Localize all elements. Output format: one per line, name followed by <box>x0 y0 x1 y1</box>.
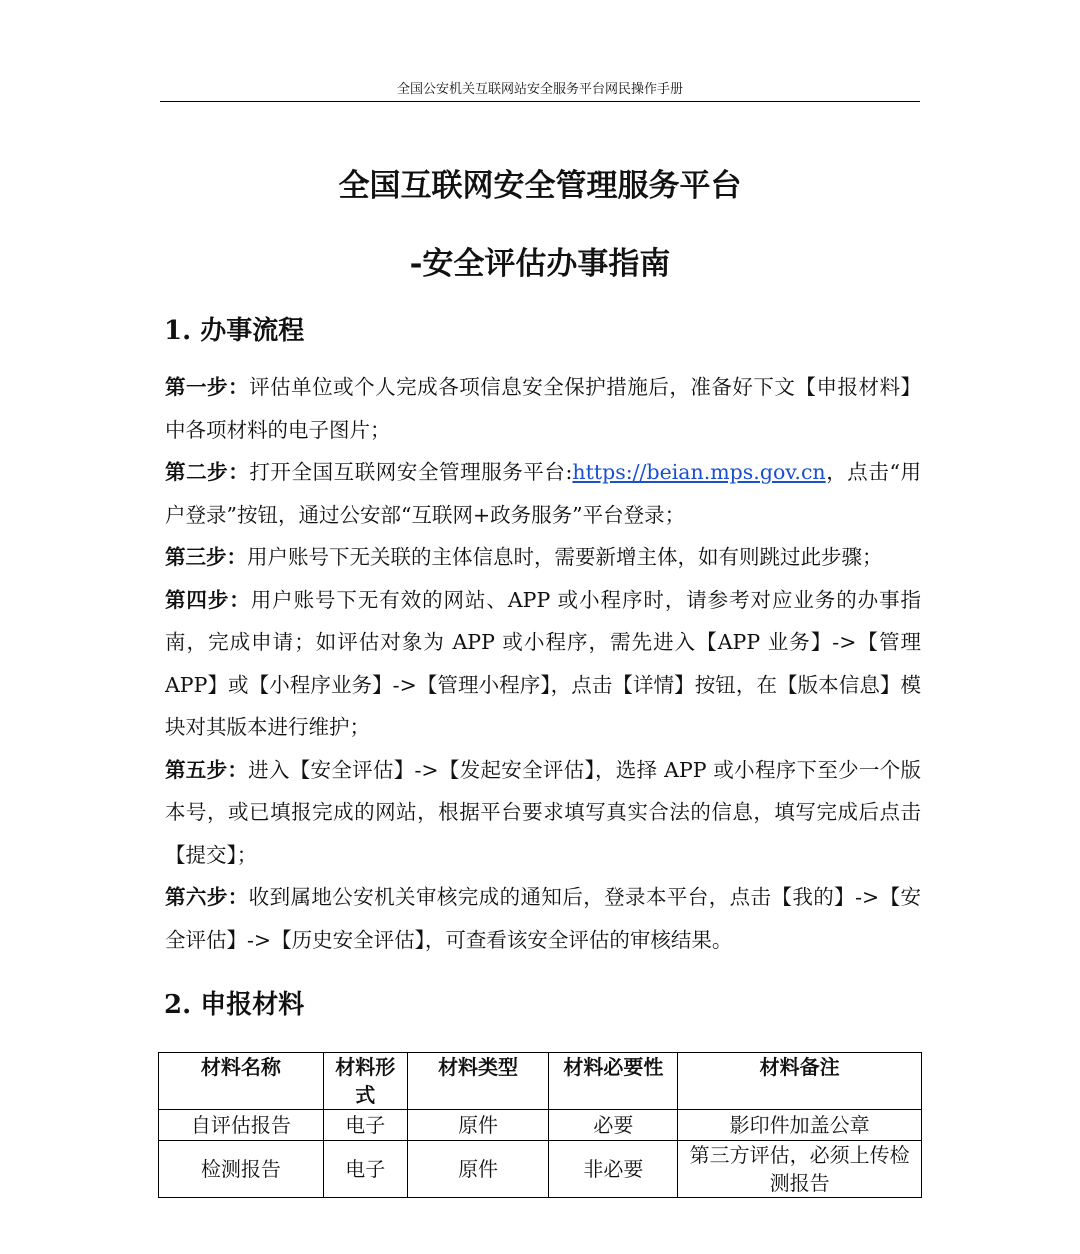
header-cell: 材料名称 <box>159 1053 324 1110</box>
cell: 原件 <box>407 1110 549 1141</box>
cell: 必要 <box>549 1110 678 1141</box>
title-line-1: 全国互联网安全管理服务平台 <box>338 168 742 204</box>
header-cell: 材料形式 <box>323 1053 407 1110</box>
step-1 <box>165 366 921 451</box>
step-2 <box>165 451 921 536</box>
header-cell: 材料备注 <box>678 1053 922 1110</box>
section-heading-process: 1. 办事流程 <box>164 316 305 346</box>
step-4 <box>165 579 921 749</box>
table-row <box>159 1141 922 1198</box>
materials-table <box>158 1052 922 1198</box>
step-text: 用户账号下无有效的网站、APP 或小程序时，请参考对应业务的办事指南，完成申请；如评估对象为 APP 或小程序，需先进入【APP 业务】->【管理 APP】或【小程序业务】->【管理小程序】，点击【详情】按钮，在【版本信息】模块对其版本进行维护； <box>165 587 922 739</box>
cell: 第三方评估，必须上传检测报告 <box>678 1141 922 1198</box>
cell: 自评估报告 <box>159 1110 324 1141</box>
table-row <box>159 1110 922 1141</box>
section-heading-materials: 2. 申报材料 <box>164 990 305 1020</box>
cell: 电子 <box>323 1141 407 1198</box>
step-text: 进入【安全评估】->【发起安全评估】，选择 APP 或小程序下至少一个版本号，或已填报完成的网站，根据平台要求填写真实合法的信息，填写完成后点击【提交】； <box>165 757 921 867</box>
platform-link[interactable]: https://beian.mps.gov.cn <box>572 460 826 484</box>
step-label: 第二步： <box>165 460 250 484</box>
step-text: 收到属地公安机关审核完成的通知后，登录本平台，点击【我的】->【安全评估】->【历史安全评估】，可查看该安全评估的审核结果。 <box>165 885 922 952</box>
cell: 电子 <box>323 1110 407 1141</box>
step-text: 用户账号下无关联的主体信息时，需要新增主体，如有则跳过此步骤； <box>247 545 883 569</box>
step-text: ，点击“用户登录”按钮，通过公安部“互联网+政务服务”平台登录； <box>165 460 922 527</box>
cell: 检测报告 <box>159 1141 324 1198</box>
title-line-2: -安全评估办事指南 <box>409 246 671 282</box>
step-text: 打开全国互联网安全管理服务平台: <box>249 460 573 484</box>
step-label: 第四步： <box>165 587 251 612</box>
header-cell: 材料必要性 <box>549 1053 678 1110</box>
step-label: 第五步： <box>165 757 249 782</box>
cell: 非必要 <box>549 1141 678 1198</box>
running-header: 全国公安机关互联网站安全服务平台网民操作手册 <box>160 78 920 102</box>
step-text: 评估单位或个人完成各项信息安全保护措施后，准备好下文【申报材料】中各项材料的电子图片； <box>165 375 922 442</box>
step-label: 第六步： <box>165 885 249 909</box>
header-cell: 材料类型 <box>407 1053 549 1110</box>
table-header-row <box>159 1053 922 1110</box>
step-label: 第三步： <box>165 545 247 569</box>
cell: 原件 <box>407 1141 549 1198</box>
step-6 <box>165 876 921 961</box>
step-3 <box>165 536 921 579</box>
step-label: 第一步： <box>165 375 250 399</box>
step-5 <box>165 749 921 877</box>
cell: 影印件加盖公章 <box>678 1110 922 1141</box>
process-steps <box>165 366 921 961</box>
